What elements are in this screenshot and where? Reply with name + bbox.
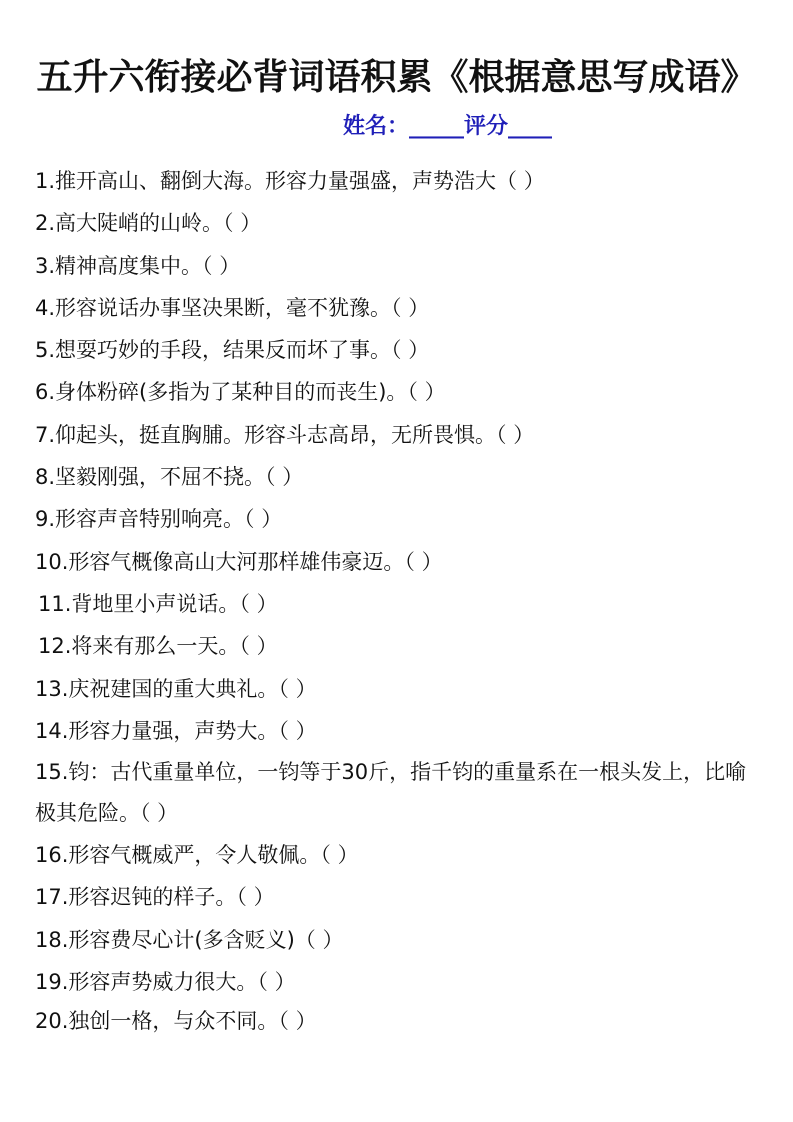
question-item: 14.形容力量强，声势大。（ ） xyxy=(35,718,317,743)
question-item: 8.坚毅刚强，不屈不挠。（ ） xyxy=(35,465,304,490)
question-item: 17.形容迟钝的样子。（ ） xyxy=(35,885,275,910)
worksheet-title: 五升六衔接必背词语积累《根据意思写成语》 xyxy=(36,57,757,98)
question-item: 1.推开高山、翻倒大海。形容力量强盛，声势浩大（ ） xyxy=(35,169,545,193)
question-item: 20.独创一格，与众不同。（ ） xyxy=(35,1009,317,1034)
question-item: 12.将来有那么一天。（ ） xyxy=(38,634,278,659)
question-item: 3.精神高度集中。（ ） xyxy=(35,253,241,278)
question-item: 18.形容费尽心计(多含贬义)（ ） xyxy=(35,927,344,952)
question-item: 6.身体粉碎(多指为了某种目的而丧生)。（ ） xyxy=(35,380,446,405)
question-list xyxy=(35,160,760,1039)
question-item: 13.庆祝建国的重大典礼。（ ） xyxy=(35,676,317,701)
question-item: 2.高大陡峭的山岭。（ ） xyxy=(35,211,262,236)
question-item: 7.仰起头，挺直胸脯。形容斗志高昂，无所畏惧。（ ） xyxy=(35,422,535,447)
question-item: 9.形容声音特别响亮。（ ） xyxy=(35,507,283,532)
question-item: 16.形容气概威严，令人敬佩。（ ） xyxy=(35,843,359,868)
question-item: 19.形容声势威力很大。（ ） xyxy=(35,970,296,995)
question-item: 10.形容气概像高山大河那样雄伟豪迈。（ ） xyxy=(35,549,443,574)
question-item: 11.背地里小声说话。（ ） xyxy=(38,591,278,616)
name-score-line: 姓名：_____评分____ xyxy=(343,114,553,139)
question-item: 15.钧：古代重量单位，一钧等于30斤，指千钧的重量系在一根头发上，比喻极其危险。（ ） xyxy=(35,760,747,826)
question-item: 5.想耍巧妙的手段，结果反而坏了事。（ ） xyxy=(35,338,430,363)
question-item: 4.形容说话办事坚决果断，毫不犹豫。（ ） xyxy=(35,295,430,320)
